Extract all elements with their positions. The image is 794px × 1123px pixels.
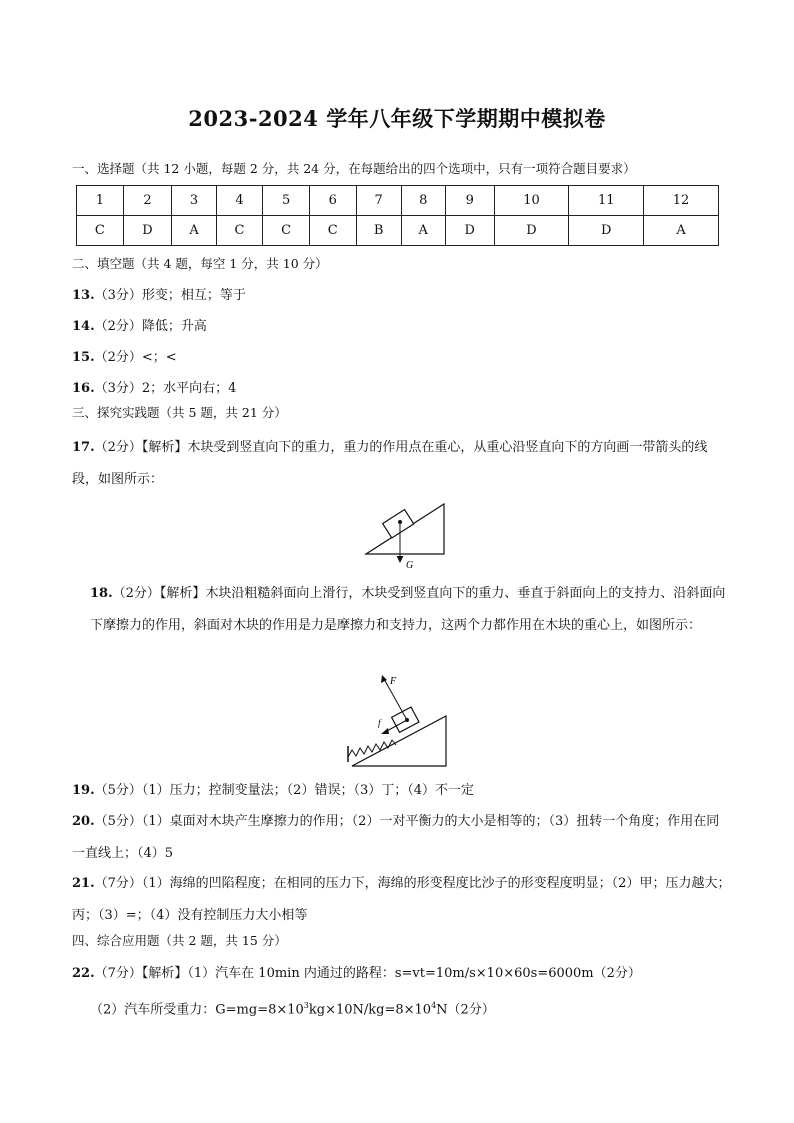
answer-number-cell: 5 — [263, 186, 310, 216]
friction-force-arrowhead — [381, 728, 389, 734]
question-number: 20. — [72, 814, 95, 829]
answer-number-row — [77, 186, 719, 216]
section-4-heading: 四、综合应用题（共 2 题，共 15 分） — [72, 933, 287, 948]
answer-letter-cell: C — [216, 216, 263, 246]
question-21 — [72, 868, 732, 932]
answer-number-cell: 2 — [123, 186, 172, 216]
answer-number-cell: 12 — [644, 186, 719, 216]
question-number: 16. — [72, 381, 95, 396]
answer-letter-row — [77, 216, 719, 246]
question-answer: （2分）【解析】木块沿粗糙斜面向上滑行，木块受到竖直向下的重力、垂直于斜面向上的支持力、沿斜面向下摩擦力的作用，斜面对木块的作用是力是摩擦力和支持力，这两个力都作用在木块的重心上，如图所示： — [90, 586, 726, 633]
question-number: 17. — [72, 440, 95, 455]
answer-letter-cell: A — [644, 216, 719, 246]
answer-number-cell: 6 — [309, 186, 356, 216]
spring — [348, 740, 396, 757]
question-19 — [72, 782, 734, 800]
answer-letter-cell: A — [172, 216, 216, 246]
answer-number-cell: 10 — [494, 186, 569, 216]
answer-number-cell: 8 — [401, 186, 445, 216]
figure-incline-spring — [346, 674, 450, 770]
section-2-heading: 二、填空题（共 4 题，每空 1 分，共 10 分） — [72, 256, 328, 271]
section-1-heading: 一、选择题（共 12 小题，每题 2 分，共 24 分，在每题给出的四个选项中，只有一项符合题目要求） — [72, 161, 636, 176]
question-answer: （2分）<；< — [94, 350, 177, 365]
answer-letter-cell: D — [445, 216, 494, 246]
question-answer: （5分）（1）桌面对木块产生摩擦力的作用；（2）一对平衡力的大小是相等的；（3）扭转一个角度；作用在同一直线上；（4）5 — [72, 814, 720, 861]
question-number: 21. — [72, 876, 95, 891]
answer-letter-cell: C — [77, 216, 124, 246]
question-15 — [72, 349, 734, 367]
question-answer: （2分）降低；升高 — [94, 319, 207, 334]
question-answer: （7分）（1）海绵的凹陷程度；在相同的压力下，海绵的形变程度比沙子的形变程度明显；（2）甲；压力越大；丙；（3）=；（4）没有控制压力大小相等 — [72, 876, 731, 923]
gravity-label: G — [406, 560, 414, 571]
support-force-label: F — [390, 676, 397, 687]
question-answer: （7分）【解析】（1）汽车在 10min 内通过的路程：s=vt=10m/s×10×60s=6000m（2分） — [94, 966, 641, 981]
figure-incline-gravity — [364, 500, 446, 570]
question-answer: （2分）【解析】木块受到竖直向下的重力，重力的作用点在重心，从重心沿竖直向下的方向画一带箭头的线段，如图所示： — [72, 440, 708, 487]
question-18 — [90, 578, 730, 642]
section-3-heading: 三、探究实践题（共 5 题，共 21 分） — [72, 405, 287, 420]
answer-letter-cell: D — [494, 216, 569, 246]
question-number: 18. — [90, 586, 113, 601]
question-14 — [72, 318, 734, 336]
answer-number-cell: 11 — [569, 186, 644, 216]
answer-letter-cell: B — [356, 216, 401, 246]
question-number: 14. — [72, 319, 95, 334]
question-number: 19. — [72, 783, 95, 798]
answer-number-cell: 9 — [445, 186, 494, 216]
answer-number-cell: 4 — [216, 186, 263, 216]
answer-letter-cell: C — [263, 216, 310, 246]
question-number: 15. — [72, 350, 95, 365]
answer-number-cell: 1 — [77, 186, 124, 216]
answer-table — [76, 185, 719, 246]
answer-letter-cell: D — [123, 216, 172, 246]
block — [383, 510, 414, 538]
question-number: 22. — [72, 966, 95, 981]
gravity-arrowhead — [397, 556, 404, 563]
question-20 — [72, 806, 732, 870]
answer-letter-cell: C — [309, 216, 356, 246]
question-answer: （3分）2；水平向右；4 — [94, 381, 237, 396]
question-17 — [72, 432, 732, 496]
question-16 — [72, 380, 734, 398]
page-title: 2023-2024 学年八年级下学期期中模拟卷 — [188, 106, 606, 131]
answer-letter-cell: D — [569, 216, 644, 246]
friction-force-label: f — [378, 718, 381, 728]
question-13 — [72, 287, 734, 305]
answer-letter-cell: A — [401, 216, 445, 246]
answer-number-cell: 3 — [172, 186, 216, 216]
question-answer: （5分）（1）压力；控制变量法；（2）错误；（3）丁；（4）不一定 — [94, 783, 474, 798]
question-22 — [72, 965, 734, 983]
question-number: 13. — [72, 288, 95, 303]
question-22-part-2: （2）汽车所受重力：$G=mg=8\times 10^3kg\times 10N/kg=8\times 10^4N(2$分） — [90, 1001, 495, 1018]
question-answer: （3分）形变；相互；等于 — [94, 288, 246, 303]
answer-number-cell: 7 — [356, 186, 401, 216]
